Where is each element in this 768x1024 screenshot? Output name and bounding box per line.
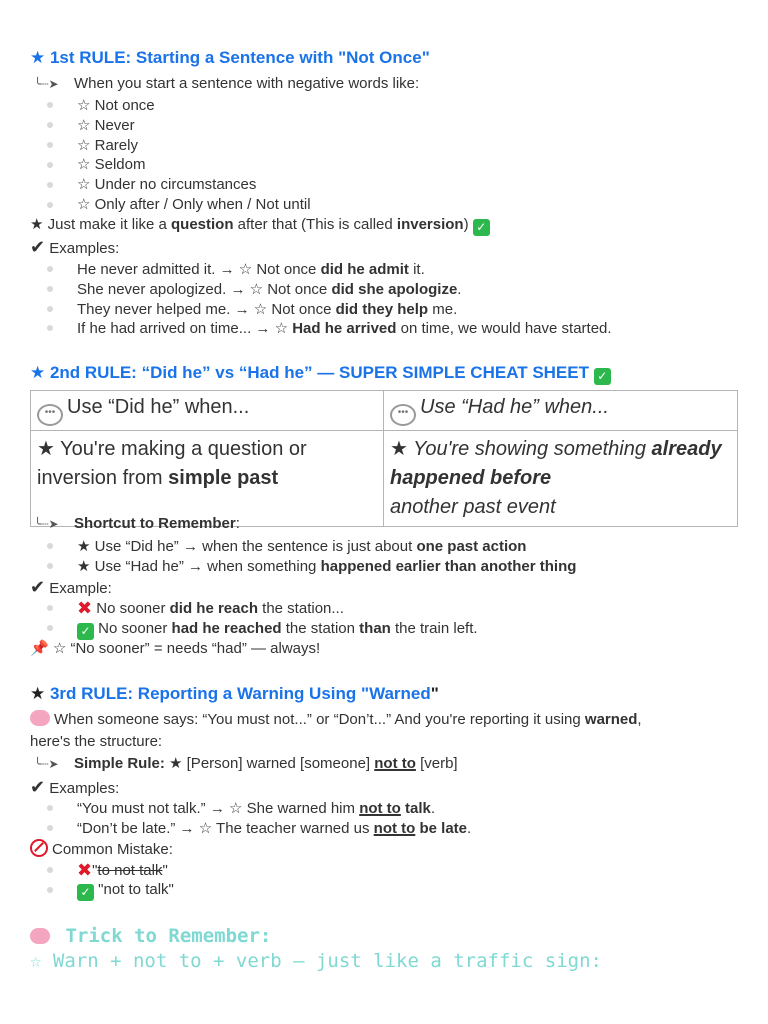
example-item: “Don’t be late.” → ☆ The teacher warned us not to be late. — [77, 820, 472, 837]
bullet — [47, 625, 53, 631]
checkmark-icon: ✔ — [30, 237, 46, 257]
checkmark-icon: ✔ — [30, 577, 46, 597]
bullet — [47, 887, 53, 893]
bullet — [47, 825, 53, 831]
shortcut-item: ★ Use “Did he” → when the sentence is just about one past action — [77, 538, 527, 555]
example-item: She never apologized. → ☆ Not once did she apologize. — [77, 281, 462, 298]
bullet — [47, 563, 53, 569]
simple-rule: ╰┈➤ Simple Rule: ★ [Person] warned [someone] not to [verb] — [34, 755, 458, 772]
bullet — [47, 605, 53, 611]
check-mark-icon: ✓ — [594, 368, 611, 385]
rule2-example-label: ✔ Example: — [30, 577, 112, 597]
bullet — [47, 202, 53, 208]
rule2-title: ★ 2nd RULE: “Did he” vs “Had he” — SUPER SIMPLE CHEAT SHEET ✓ — [30, 363, 611, 385]
rule1-instruction: ★ Just make it like a question after that (This is called inversion) ✓ — [30, 215, 490, 236]
right-example: ✓ No sooner had he reached the station than the train left. — [77, 619, 478, 640]
example-item: If he had arrived on time... → ☆ Had he arrived on time, we would have started. — [77, 320, 612, 337]
bullet — [47, 543, 53, 549]
bullet — [47, 102, 53, 108]
list-item: ☆ Under no circumstances — [77, 176, 257, 193]
rule1-intro — [34, 74, 419, 94]
cross-mark-icon: ✖ — [77, 598, 93, 618]
bullet — [47, 142, 53, 148]
bullet — [47, 306, 53, 312]
col1-header: ••• Use “Did he” when... — [31, 391, 384, 431]
list-item: ☆ Seldom — [77, 156, 146, 173]
curved-arrow-icon: ╰┈➤ — [34, 757, 59, 771]
bullet — [47, 867, 53, 873]
rule3-examples-label: ✔ Examples: — [30, 777, 120, 797]
bullet — [47, 325, 53, 331]
bullet — [47, 182, 53, 188]
bullet — [47, 805, 53, 811]
mistake-label: Common Mistake: — [30, 839, 173, 860]
trick-title: Trick to Remember: — [30, 924, 271, 948]
rule3-title: ★ 3rd RULE: Reporting a Warning Using "Warned" — [30, 684, 439, 703]
rule3-intro-line2: here's the structure: — [30, 733, 163, 750]
example-item: He never admitted it. → ☆ Not once did he admit it. — [77, 261, 425, 278]
list-item: ☆ Not once — [77, 97, 155, 114]
cross-mark-icon: ✖ — [77, 860, 93, 880]
prohibited-icon — [30, 839, 48, 857]
check-mark-icon: ✓ — [77, 884, 94, 901]
bullet — [47, 286, 53, 292]
speech-bubble-icon: ••• — [37, 404, 63, 426]
curved-arrow-icon: ╰┈➤ — [34, 517, 59, 531]
shortcut-item: ★ Use “Had he” → when something happened earlier than another thing — [77, 558, 577, 575]
rule3-intro: When someone says: “You must not...” or “Don’t...” And you're reporting it using warned, — [30, 710, 642, 730]
rule1-title: ★ 1st RULE: Starting a Sentence with "Not Once" — [30, 48, 430, 67]
col1-body: ★ You're making a question or inversion from simple past — [31, 431, 384, 527]
col2-body: ★ You're showing something already happened before another past event — [384, 431, 738, 527]
rule1-intro-text: When you start a sentence with negative words like: — [74, 75, 420, 92]
speech-bubble-icon: ••• — [390, 404, 416, 426]
checkmark-icon: ✔ — [30, 777, 46, 797]
trick-line: ☆ Warn + not to + verb — just like a traffic sign: — [30, 950, 602, 972]
brain-icon — [30, 928, 50, 944]
check-mark-icon: ✓ — [77, 623, 94, 640]
brain-icon — [30, 710, 50, 726]
example-item: They never helped me. → ☆ Not once did they help me. — [77, 301, 458, 318]
col2-header: ••• Use “Had he” when... — [384, 391, 738, 431]
wrong-example: ✖ No sooner did he reach the station... — [77, 598, 344, 618]
rule2-note: 📌 ☆ “No sooner” = needs “had” — always! — [30, 640, 321, 657]
bullet — [47, 122, 53, 128]
wrong-form: ✖"to not talk" — [77, 860, 168, 880]
check-mark-icon: ✓ — [473, 219, 490, 236]
cheat-sheet-table — [30, 390, 738, 527]
right-form: ✓ "not to talk" — [77, 880, 174, 901]
curved-arrow-icon: ╰┈➤ — [34, 77, 59, 91]
example-item: “You must not talk.” → ☆ She warned him not to talk. — [77, 800, 436, 817]
bullet — [47, 162, 53, 168]
pushpin-icon: 📌 — [30, 640, 49, 657]
list-item: ☆ Only after / Only when / Not until — [77, 196, 311, 213]
bullet — [47, 266, 53, 272]
list-item: ☆ Never — [77, 117, 135, 134]
list-item: ☆ Rarely — [77, 137, 138, 154]
rule1-examples-label: ✔ Examples: — [30, 237, 120, 257]
shortcut-label: ╰┈➤ Shortcut to Remember: — [34, 515, 240, 532]
